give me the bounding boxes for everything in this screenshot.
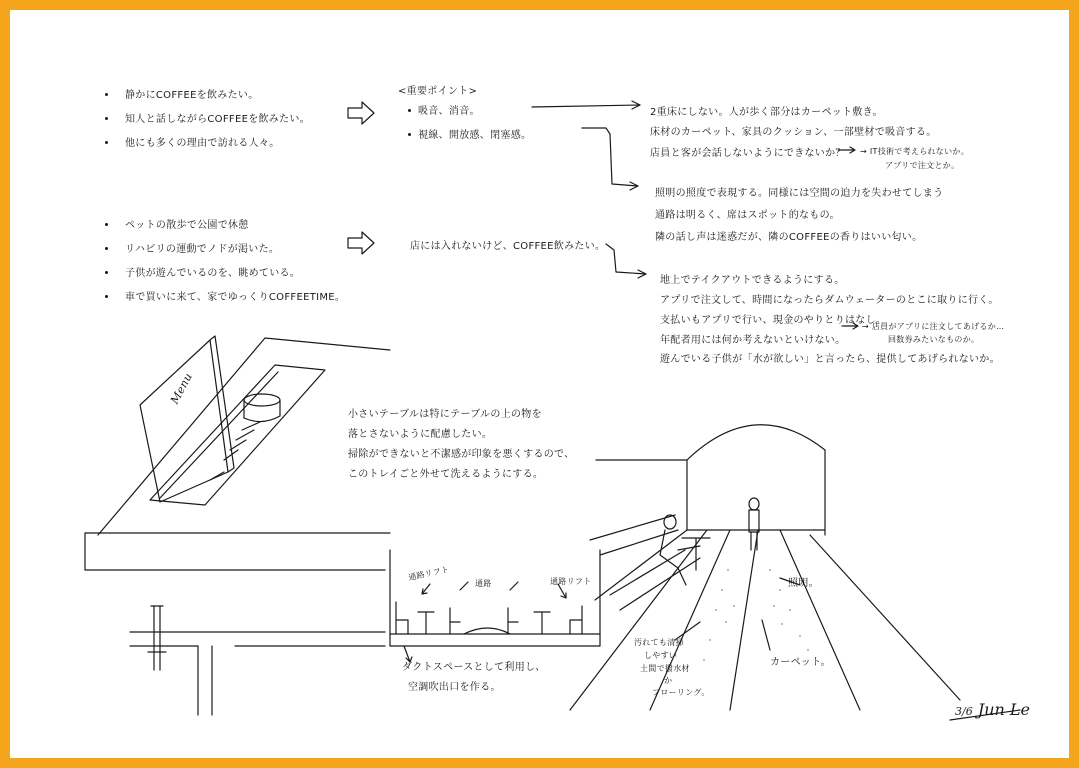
points-title: <重要ポイント>: [398, 86, 478, 97]
point-text: 視線、開放感、閉塞感。: [418, 130, 532, 141]
note-text: 年配者用には何か考えないといけない。: [660, 335, 846, 346]
note-text: 回数券みたいなものか。: [888, 335, 980, 344]
note-text: 支払いもアプリで行い、現金のやりとりはなし。: [660, 315, 887, 326]
floor-note: 汚れても清掃: [634, 638, 684, 647]
arrow-icon: [842, 323, 858, 329]
perspective-sketch: [570, 425, 960, 710]
menu-label: Menu: [168, 370, 196, 407]
sketch-sheet: [10, 10, 1069, 758]
detail-sketch: [130, 606, 385, 715]
note-text: 通路は明るく、席はスポット的なもの。: [655, 210, 840, 221]
section-label: 通路: [475, 579, 492, 588]
lighting-label: 照明。: [788, 578, 819, 589]
note-text: 店員と客が会話しないようにできないか？: [650, 148, 846, 159]
table-note: このトレイごと外せて洗えるようにする。: [348, 469, 544, 480]
need-text: 他にも多くの理由で訪れる人々。: [125, 138, 280, 149]
hollow-arrow-icon: [348, 232, 374, 254]
arrow-icon: [606, 244, 646, 278]
section-note: ダクトスペースとして利用し、: [402, 662, 546, 673]
arrow-icon: [582, 128, 638, 190]
note-text: 遊んでいる子供が「水が欲しい」と言ったら、提供してあげられないか。: [660, 354, 1000, 365]
section-label: 通路リフト: [407, 564, 450, 583]
note-text: アプリで注文とか。: [885, 161, 960, 170]
table-note: 掃除ができないと不潔感が印象を悪くするので、: [348, 449, 575, 460]
signature-underline: [950, 710, 1020, 720]
need-text: リハビリの運動でノドが渇いた。: [125, 244, 280, 255]
table-sketch: [85, 336, 390, 570]
page-number: 3/6: [955, 705, 973, 718]
note-text: アプリで注文して、時間になったらダムウェーターのとこに取りに行く。: [660, 295, 999, 306]
floor-note: フローリング。: [652, 688, 710, 697]
note-text: 2重床にしない。人が歩く部分はカーペット敷き。: [650, 107, 883, 118]
note-text: 地上でテイクアウトできるようにする。: [660, 275, 845, 286]
note-text: 照明の照度で表現する。同様には空間の迫力を失わせてしまう: [655, 188, 944, 199]
table-note: 落とさないように配慮したい。: [348, 429, 493, 440]
need-text: 子供が遊んでいるのを、眺めている。: [125, 268, 301, 279]
section-sketch: [390, 550, 600, 662]
sketch-drawings: [10, 10, 1069, 758]
section-label: 通路リフト: [550, 577, 592, 586]
section-note: 空調吹出口を作る。: [408, 682, 501, 693]
floor-note: しやすい: [644, 651, 678, 660]
note-text: → IT技術で考えられないか。: [860, 147, 969, 156]
hollow-arrow-icon: [348, 102, 374, 124]
floor-note: 土間で撥水材: [640, 664, 690, 673]
need-text: 静かにCOFFEEを飲みたい。: [125, 90, 259, 101]
note-text: → 店員がアプリに注文してあげるか…: [862, 322, 1005, 331]
need-text: 知人と話しながらCOFFEEを飲みたい。: [125, 114, 310, 125]
table-note: 小さいテーブルは特にテーブルの上の物を: [348, 409, 542, 420]
arrow-icon: [838, 147, 855, 153]
floor-note: か: [664, 676, 673, 685]
need-text: ペットの散歩で公園で休憩: [125, 220, 249, 231]
summary-text: 店には入れないけど、COFFEE飲みたい。: [410, 241, 606, 252]
arrow-icon: [532, 101, 640, 109]
author-name: Jun Le: [977, 700, 1030, 719]
point-text: 吸音、消音。: [418, 106, 480, 117]
carpet-label: カーペット。: [770, 657, 831, 668]
need-text: 車で買いに来て、家でゆっくりCOFFEETIME。: [125, 292, 346, 303]
note-text: 床材のカーペット、家具のクッション、一部壁材で吸音する。: [650, 127, 937, 138]
note-text: 隣の話し声は迷惑だが、隣のCOFFEEの香りはいい匂い。: [655, 232, 923, 243]
